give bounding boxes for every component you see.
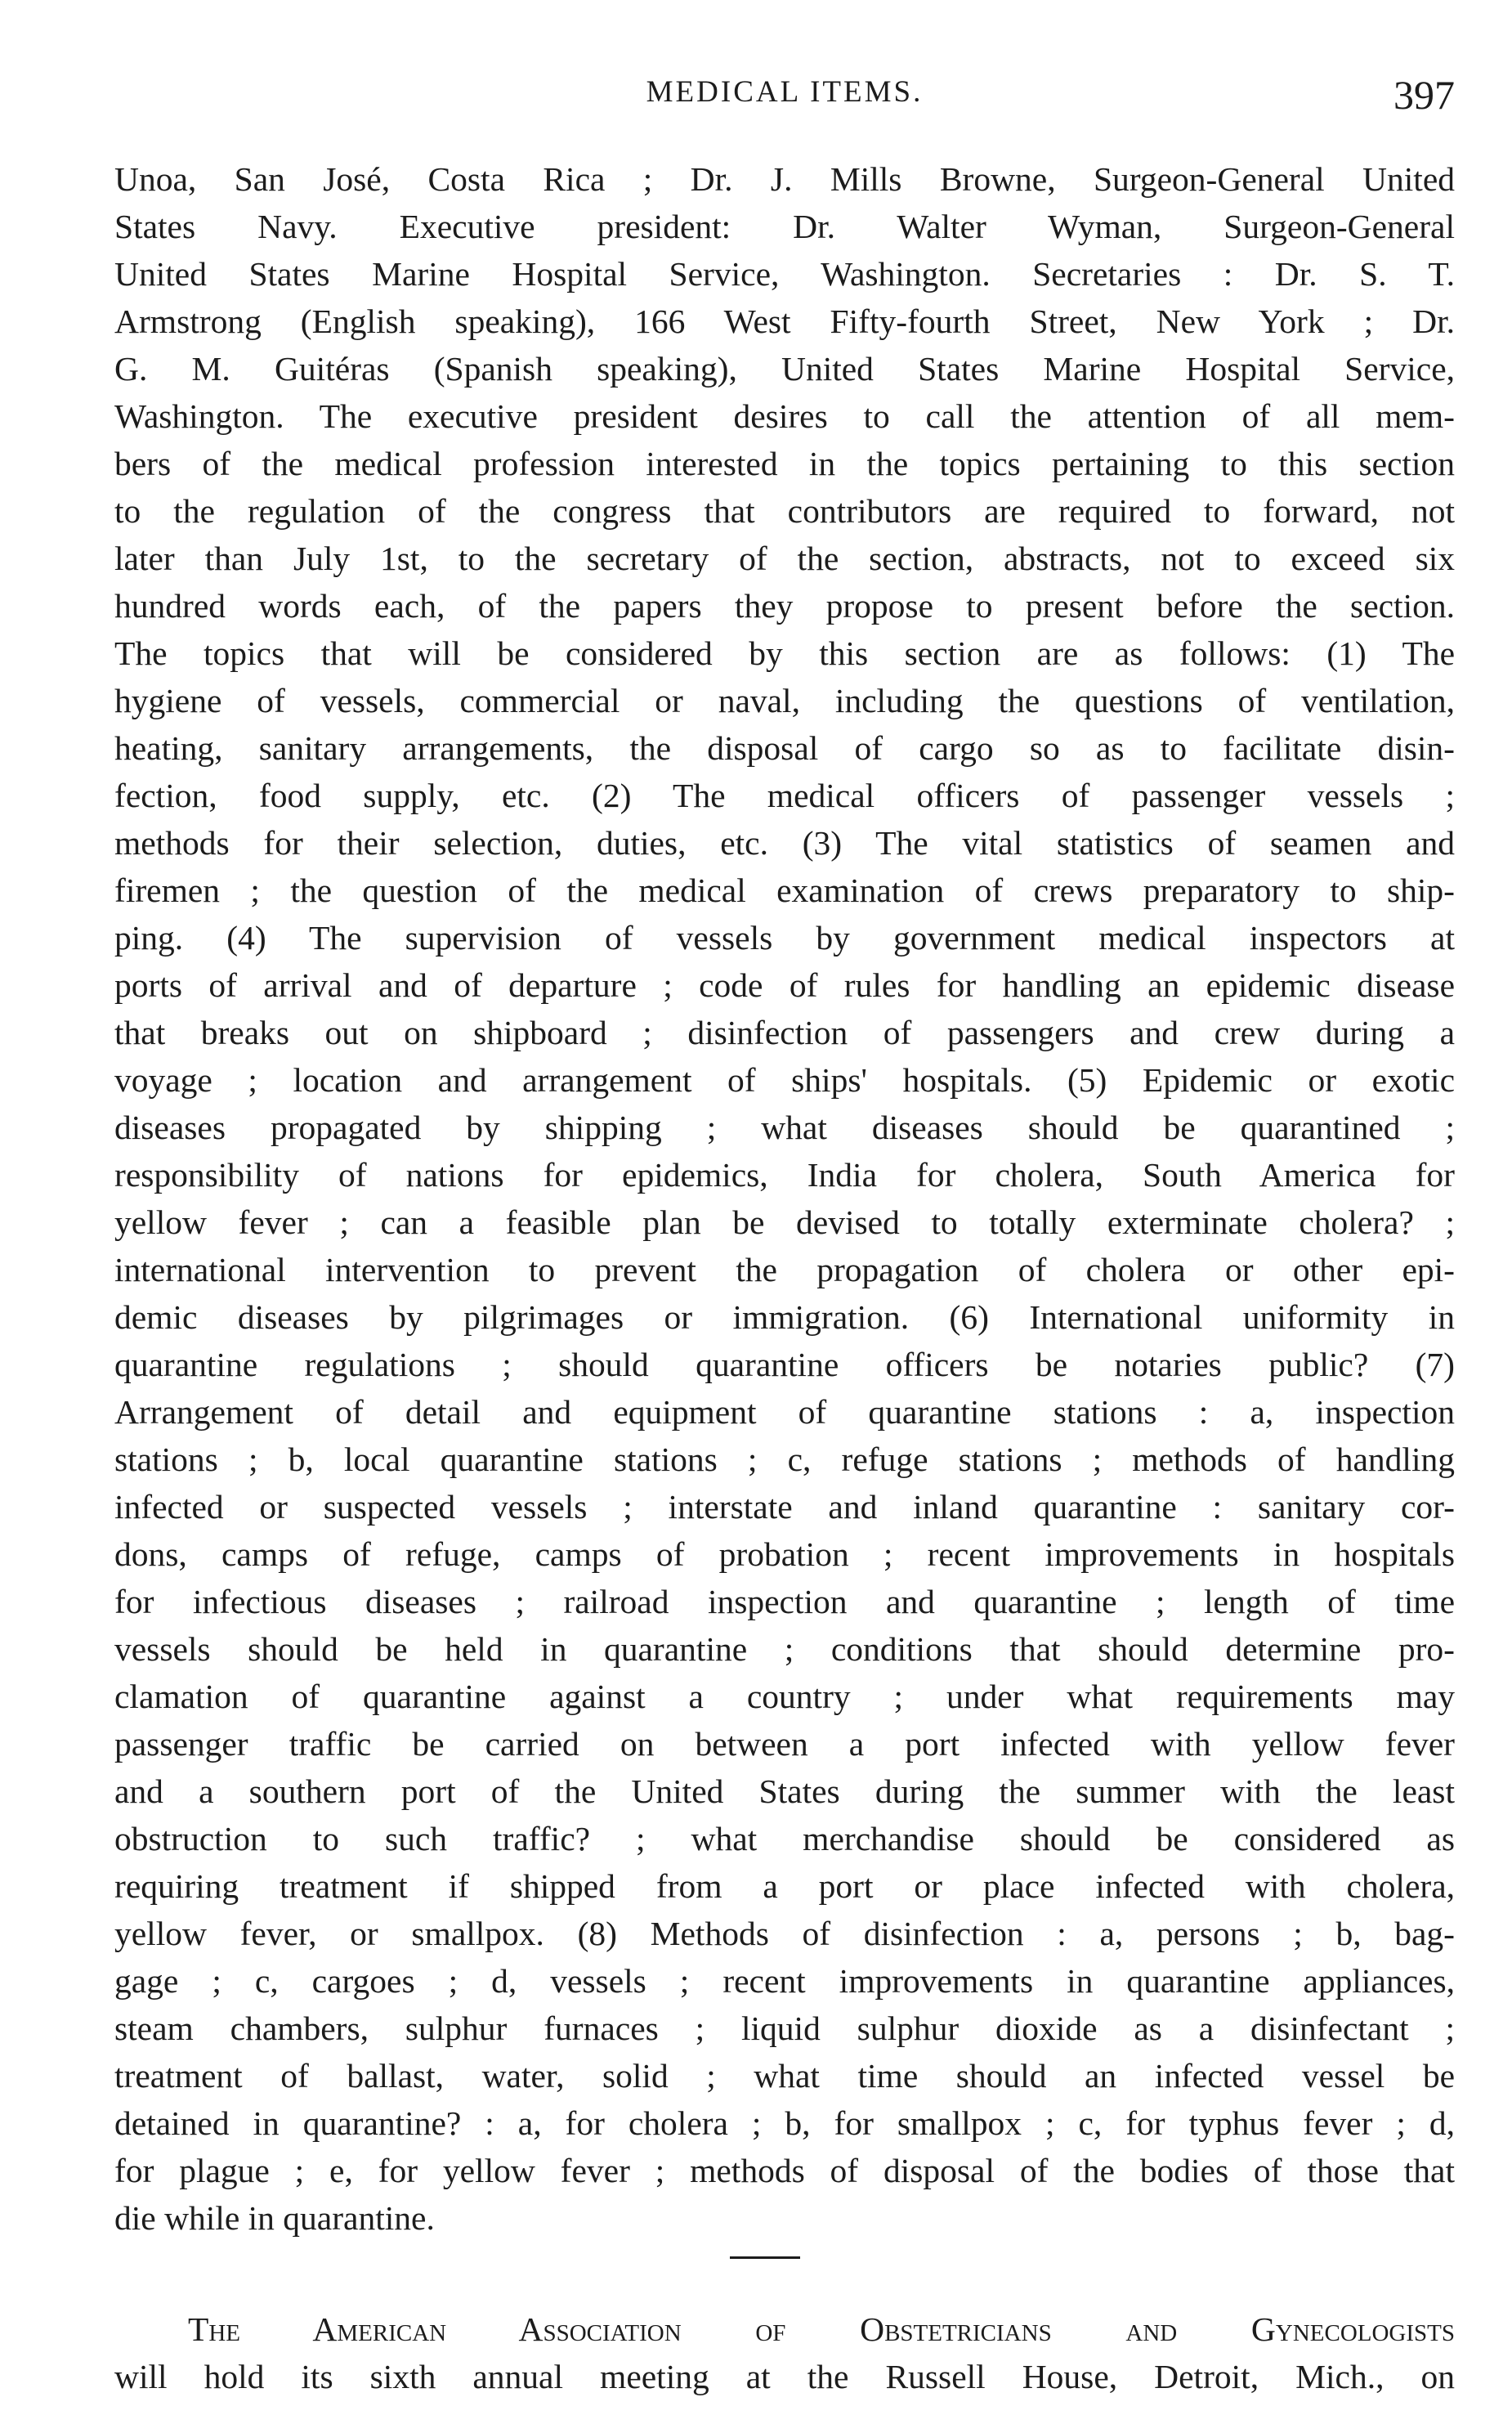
text-line: voyage ; location and arrangement of ships' hospitals. (5) Epidemic or exotic — [114, 1061, 1455, 1099]
text-line: diseases propagated by shipping ; what diseases should be quarantined ; — [114, 1109, 1455, 1146]
text-line: that breaks out on shipboard ; disinfection of passengers and crew during a — [114, 1014, 1455, 1051]
text-line: fection, food supply, etc. (2) The medical officers of passenger vessels ; — [114, 777, 1455, 814]
text-line: responsibility of nations for epidemics, India for cholera, South America for — [114, 1156, 1455, 1194]
association-name: The American Association of Obstetricians and Gynecologists — [188, 2310, 1455, 2348]
text-line: gage ; c, cargoes ; d, vessels ; recent improvements in quarantine appliances, — [114, 1962, 1455, 2000]
text-line: steam chambers, sulphur furnaces ; liquid sulphur dioxide as a disinfectant ; — [114, 2010, 1455, 2047]
text-line: United States Marine Hospital Service, Washington. Secretaries : Dr. S. T. — [114, 255, 1455, 293]
page-number: 397 — [1393, 72, 1455, 118]
text-line: States Navy. Executive president: Dr. Walter Wyman, Surgeon-General — [114, 208, 1455, 245]
text-line: demic diseases by pilgrimages or immigration. (6) International uniformity in — [114, 1298, 1455, 1336]
text-line: hundred words each, of the papers they propose to present before the section. — [114, 587, 1455, 625]
text-line: stations ; b, local quarantine stations ; c, refuge stations ; methods of handling — [114, 1441, 1455, 1478]
text-line: international intervention to prevent the propagation of cholera or other epi- — [114, 1251, 1455, 1288]
text-line: firemen ; the question of the medical examination of crews preparatory to ship- — [114, 871, 1455, 909]
text-line: to the regulation of the congress that contributors are required to forward, not — [114, 492, 1455, 530]
running-head: MEDICAL ITEMS. — [646, 75, 924, 109]
text-line: The topics that will be considered by this section are as follows: (1) The — [114, 634, 1455, 672]
text-line: Arrangement of detail and equipment of quarantine stations : a, inspection — [114, 1393, 1455, 1431]
text-line: detained in quarantine? : a, for cholera ; b, for smallpox ; c, for typhus fever ; d, — [114, 2104, 1455, 2142]
text-line: yellow fever ; can a feasible plan be devised to totally exterminate cholera? ; — [114, 1203, 1455, 1241]
text-line: ping. (4) The supervision of vessels by government medical inspectors at — [114, 919, 1455, 957]
text-line: will hold its sixth annual meeting at the Russell House, Detroit, Mich., on — [114, 2358, 1455, 2395]
text-line: passenger traffic be carried on between a port infected with yellow fever — [114, 1725, 1455, 1763]
text-line: hygiene of vessels, commercial or naval, including the questions of ventilation, — [114, 682, 1455, 719]
text-line: infected or suspected vessels ; interstate and inland quarantine : sanitary cor- — [114, 1488, 1455, 1526]
text-line: clamation of quarantine against a country ; under what requirements may — [114, 1678, 1455, 1715]
text-line: ports of arrival and of departure ; code of rules for handling an epidemic disease — [114, 966, 1455, 1004]
text-line: requiring treatment if shipped from a port or place infected with cholera, — [114, 1867, 1455, 1905]
text-line: later than July 1st, to the secretary of the section, abstracts, not to exceed six — [114, 540, 1455, 577]
text-line: Armstrong (English speaking), 166 West Fifty-fourth Street, New York ; Dr. — [114, 302, 1455, 340]
text-line: obstruction to such traffic? ; what merchandise should be considered as — [114, 1820, 1455, 1857]
text-line: for infectious diseases ; railroad inspection and quarantine ; length of time — [114, 1583, 1455, 1620]
text-line: G. M. Guitéras (Spanish speaking), United States Marine Hospital Service, — [114, 350, 1455, 388]
section-divider — [730, 2256, 800, 2259]
text-line: and a southern port of the United States during the summer with the least — [114, 1772, 1455, 1810]
paragraph-obstetricians-association — [114, 2305, 1455, 2400]
page-header — [114, 72, 1455, 129]
paragraph-quarantine-section — [114, 155, 1455, 2242]
text-line: dons, camps of refuge, camps of probation ; recent improvements in hospitals — [114, 1535, 1455, 1573]
text-line — [114, 2305, 1455, 2353]
text-line: Unoa, San José, Costa Rica ; Dr. J. Mills Browne, Surgeon-General United — [114, 160, 1455, 198]
text-line: die while in quarantine. — [114, 2199, 435, 2237]
text-line: treatment of ballast, water, solid ; what time should an infected vessel be — [114, 2057, 1455, 2095]
text-line: Washington. The executive president desires to call the attention of all mem- — [114, 397, 1455, 435]
text-line: heating, sanitary arrangements, the disposal of cargo so as to facilitate disin- — [114, 729, 1455, 767]
text-line: quarantine regulations ; should quarantine officers be notaries public? (7) — [114, 1346, 1455, 1383]
text-line: methods for their selection, duties, etc. (3) The vital statistics of seamen and — [114, 824, 1455, 862]
text-line: yellow fever, or smallpox. (8) Methods of disinfection : a, persons ; b, bag- — [114, 1915, 1455, 1952]
text-line: bers of the medical profession interested in the topics pertaining to this section — [114, 445, 1455, 482]
text-line: vessels should be held in quarantine ; conditions that should determine pro- — [114, 1630, 1455, 1668]
text-line: for plague ; e, for yellow fever ; methods of disposal of the bodies of those that — [114, 2152, 1455, 2189]
